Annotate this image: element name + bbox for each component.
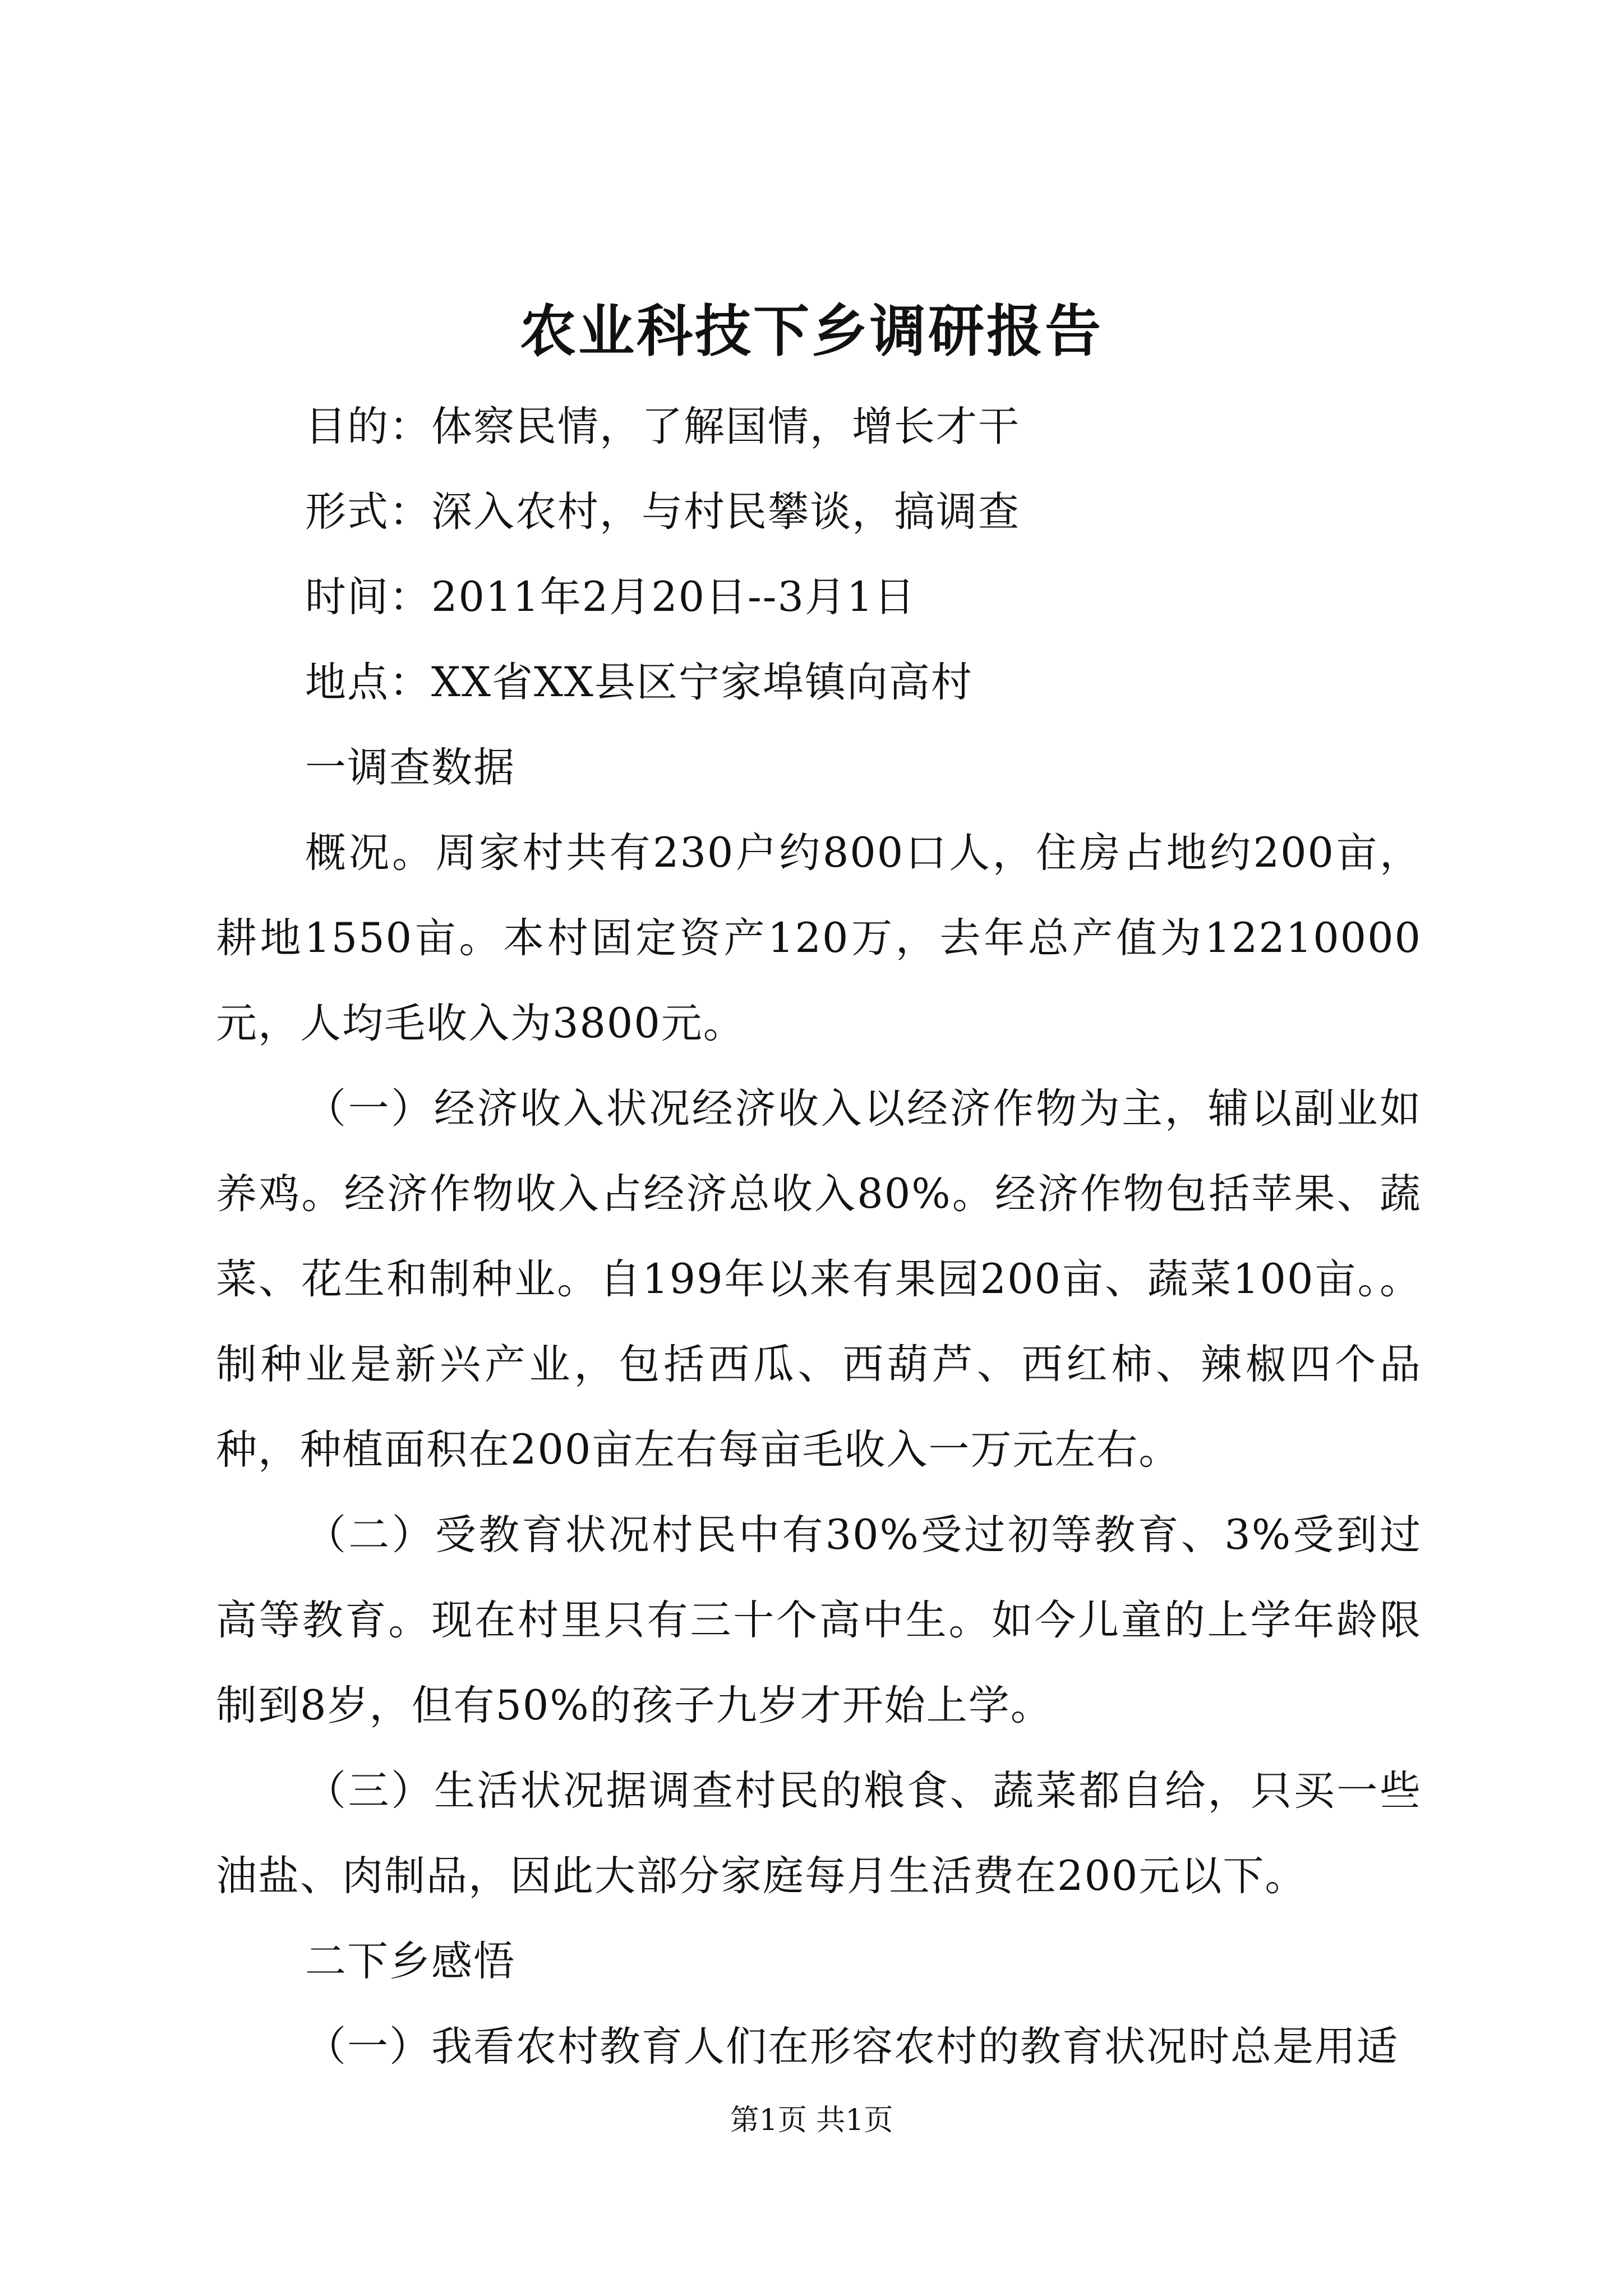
format-line: 形式：深入农村，与村民攀谈，搞调查 xyxy=(305,488,1020,536)
section-heading-reflections: 二下乡感悟 xyxy=(305,1938,515,1985)
purpose-line: 目的：体察民情，了解国情，增长才干 xyxy=(305,403,1020,450)
education-paragraph: （二）受教育状况村民中有30%受过初等教育、3%受到过高等教育。现在村里只有三十个高中生。如今儿童的上学年龄限制到8岁，但有50%的孩子九岁才开始上学。 xyxy=(216,1511,1422,1729)
location-line: 地点：XX省XX县区宁家埠镇向高村 xyxy=(305,659,973,706)
time-line: 时间：2011年2月20日--3月1日 xyxy=(305,573,916,621)
section-heading-survey-data: 一调查数据 xyxy=(305,744,515,792)
overview-paragraph: 概况。周家村共有230户约800口人，住房占地约200亩，耕地1550亩。本村固定资产120万，去年总产值为12210000元，人均毛收入为3800元。 xyxy=(216,829,1422,1047)
rural-education-paragraph: （一）我看农村教育人们在形容农村的教育状况时总是用适 xyxy=(305,2023,1399,2070)
economic-income-paragraph: （一）经济收入状况经济收入以经济作物为主，辅以副业如养鸡。经济作物收入占经济总收入80%。经济作物包括苹果、蔬菜、花生和制种业。自199年以来有果园200亩、蔬菜100亩。。制种业是新兴产业，包括西瓜、西葫芦、西红柿、辣椒四个品种，种植面积在200亩左右每亩毛收入一万元左右。 xyxy=(216,1085,1422,1474)
page-footer: 第1页 共1页 xyxy=(730,2104,893,2137)
document-body xyxy=(216,384,1422,2090)
living-conditions-paragraph: （三）生活状况据调查村民的粮食、蔬菜都自给，只买一些油盐、肉制品，因此大部分家庭每月生活费在200元以下。 xyxy=(216,1767,1422,1900)
document-title: 农业科技下乡调研报告 xyxy=(520,298,1103,364)
